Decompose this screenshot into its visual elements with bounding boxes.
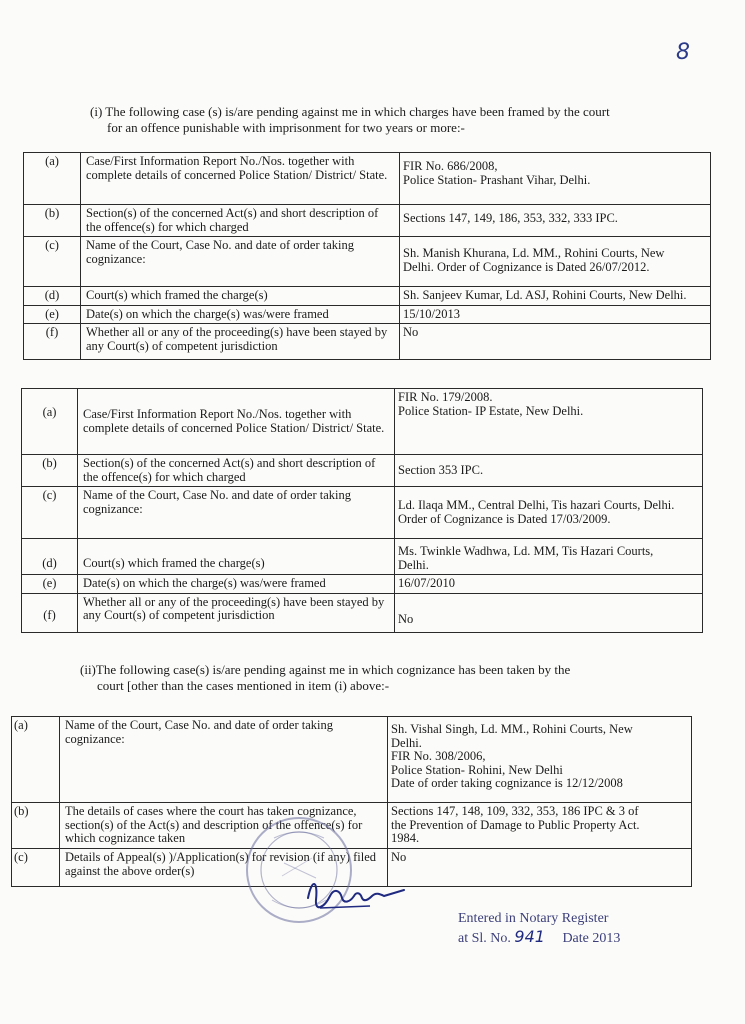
row-field: Section(s) of the concerned Act(s) and short description of the offence(s) for which charged [81, 205, 400, 237]
row-label [22, 593, 78, 632]
row-field: Name of the Court, Case No. and date of order taking cognizance: [60, 717, 388, 803]
row-label [22, 389, 78, 455]
row-value [400, 205, 711, 237]
value-line: Delhi. [391, 735, 422, 750]
signature [300, 868, 410, 918]
table-row [24, 305, 711, 324]
section-i-intro [90, 104, 610, 136]
table-row [24, 153, 711, 205]
register-date: Date 2013 [562, 931, 621, 946]
row-value [395, 487, 703, 539]
row-value [388, 849, 692, 887]
row-label: (e) [24, 305, 81, 324]
value-line: 1984. [391, 831, 420, 845]
table-row [22, 487, 703, 539]
value-line: the Prevention of Damage to Public Property Act. [391, 817, 640, 832]
row-value [388, 717, 692, 803]
value-line: FIR No. 308/2006, [391, 749, 486, 763]
row-label: (c) [22, 487, 78, 539]
row-field: Case/First Information Report No./Nos. together with complete details of concerned Police Station/ District/ State. [81, 153, 400, 205]
row-label: (a) [24, 153, 81, 205]
table-row [12, 717, 692, 803]
register-line-1: Entered in Notary Register [458, 911, 609, 926]
field-text: Case/First Information Report No./Nos. together with complete details of concerned Police Station/ District/ State. [83, 407, 385, 435]
row-value [395, 593, 703, 632]
value-line: Ms. Twinkle Wadhwa, Ld. MM, Tis Hazari Courts, [398, 544, 654, 558]
register-serial-number: 941 [514, 927, 545, 946]
row-value: No [400, 324, 711, 360]
row-label: (c) [24, 237, 81, 287]
charges-framed-table-2 [21, 388, 703, 633]
row-value [395, 539, 703, 575]
value-line: Police Station- IP Estate, New Delhi. [398, 403, 584, 418]
value-line: No [391, 850, 407, 864]
table-row [24, 237, 711, 287]
value-line: Ld. Ilaqa MM., Central Delhi, Tis hazari Courts, Delhi. [398, 498, 675, 512]
section-i-intro-line2: for an offence punishable with imprisonment for two years or more:- [107, 120, 465, 135]
section-i-intro-line1: (i) The following case (s) is/are pending against me in which charges have been framed by the court [90, 104, 610, 119]
row-label: (b) [24, 205, 81, 237]
value-line: Sections 147, 149, 186, 353, 332, 333 IPC. [403, 211, 618, 225]
label-text: (a) [42, 405, 57, 419]
row-label: (f) [24, 324, 81, 360]
row-value: 16/07/2010 [395, 575, 703, 594]
table-row [22, 539, 703, 575]
value-line: Date of order taking cognizance is 12/12/2008 [391, 776, 623, 790]
table-row [22, 575, 703, 594]
row-field: Whether all or any of the proceeding(s) have been stayed by any Court(s) of competent jurisdiction [78, 593, 395, 632]
value-line: Delhi. [398, 557, 429, 572]
section-ii-intro-line1: (ii)The following case(s) is/are pending against me in which cognizance has been taken by the [80, 662, 571, 677]
section-ii-intro [80, 662, 570, 694]
row-value [395, 389, 703, 455]
register-line-2 [458, 928, 648, 948]
row-field [78, 539, 395, 575]
field-text: Court(s) which framed the charge(s) [83, 556, 265, 570]
value-line: Delhi. Order of Cognizance is Dated 26/07/2012. [403, 259, 650, 274]
row-label: (c) [12, 849, 60, 887]
row-value [400, 153, 711, 205]
notary-register-stamp [458, 910, 648, 948]
row-label: (e) [22, 575, 78, 594]
row-field: The details of cases where the court has taken cognizance, section(s) of the Act(s) and description of the offence(s) for which cognizance taken [60, 803, 388, 849]
row-label: (d) [24, 287, 81, 306]
table-row [24, 287, 711, 306]
row-field: Date(s) on which the charge(s) was/were framed [78, 575, 395, 594]
value-line: FIR No. 686/2008, [403, 159, 498, 173]
row-field: Details of Appeal(s) )/Application(s) for revision (if any) filed against the above order(s) [60, 849, 388, 887]
row-field: Whether all or any of the proceeding(s) have been stayed by any Court(s) of competent jurisdiction [81, 324, 400, 360]
row-field: Date(s) on which the charge(s) was/were framed [81, 305, 400, 324]
section-ii-intro-line2: court [other than the cases mentioned in item (i) above:- [97, 678, 390, 693]
row-field [78, 389, 395, 455]
row-value [400, 237, 711, 287]
value-line: Sh. Vishal Singh, Ld. MM., Rohini Courts, New [391, 722, 633, 736]
table-row [24, 205, 711, 237]
value-line: Section 353 IPC. [398, 463, 484, 477]
value-line: Police Station- Rohini, New Delhi [391, 762, 563, 777]
row-field: Court(s) which framed the charge(s) [81, 287, 400, 306]
row-value [395, 455, 703, 487]
value-line: Sections 147, 148, 109, 332, 353, 186 IPC & 3 of [391, 804, 639, 818]
label-text: (f) [43, 607, 56, 622]
value-line: Sh. Manish Khurana, Ld. MM., Rohini Courts, New [403, 246, 665, 260]
value-line: Order of Cognizance is Dated 17/03/2009. [398, 511, 611, 526]
table-row [24, 324, 711, 360]
row-field: Name of the Court, Case No. and date of order taking cognizance: [78, 487, 395, 539]
value-line: Police Station- Prashant Vihar, Delhi. [403, 172, 591, 187]
row-value: 15/10/2013 [400, 305, 711, 324]
register-serial-label: at Sl. No. [458, 931, 511, 946]
page-number: 8 [676, 40, 690, 65]
table-row [22, 455, 703, 487]
row-label [22, 539, 78, 575]
value-line: No [398, 611, 414, 626]
label-text: (d) [42, 556, 57, 570]
row-value [388, 803, 692, 849]
row-value: Sh. Sanjeev Kumar, Ld. ASJ, Rohini Courts, New Delhi. [400, 287, 711, 306]
table-row [22, 593, 703, 632]
row-field: Name of the Court, Case No. and date of order taking cognizance: [81, 237, 400, 287]
row-label: (b) [12, 803, 60, 849]
charges-framed-table-1 [23, 152, 711, 360]
row-label: (b) [22, 455, 78, 487]
row-label: (a) [12, 717, 60, 803]
value-line: FIR No. 179/2008. [398, 390, 493, 404]
row-field: Section(s) of the concerned Act(s) and short description of the offence(s) for which charged [78, 455, 395, 487]
table-row [22, 389, 703, 455]
